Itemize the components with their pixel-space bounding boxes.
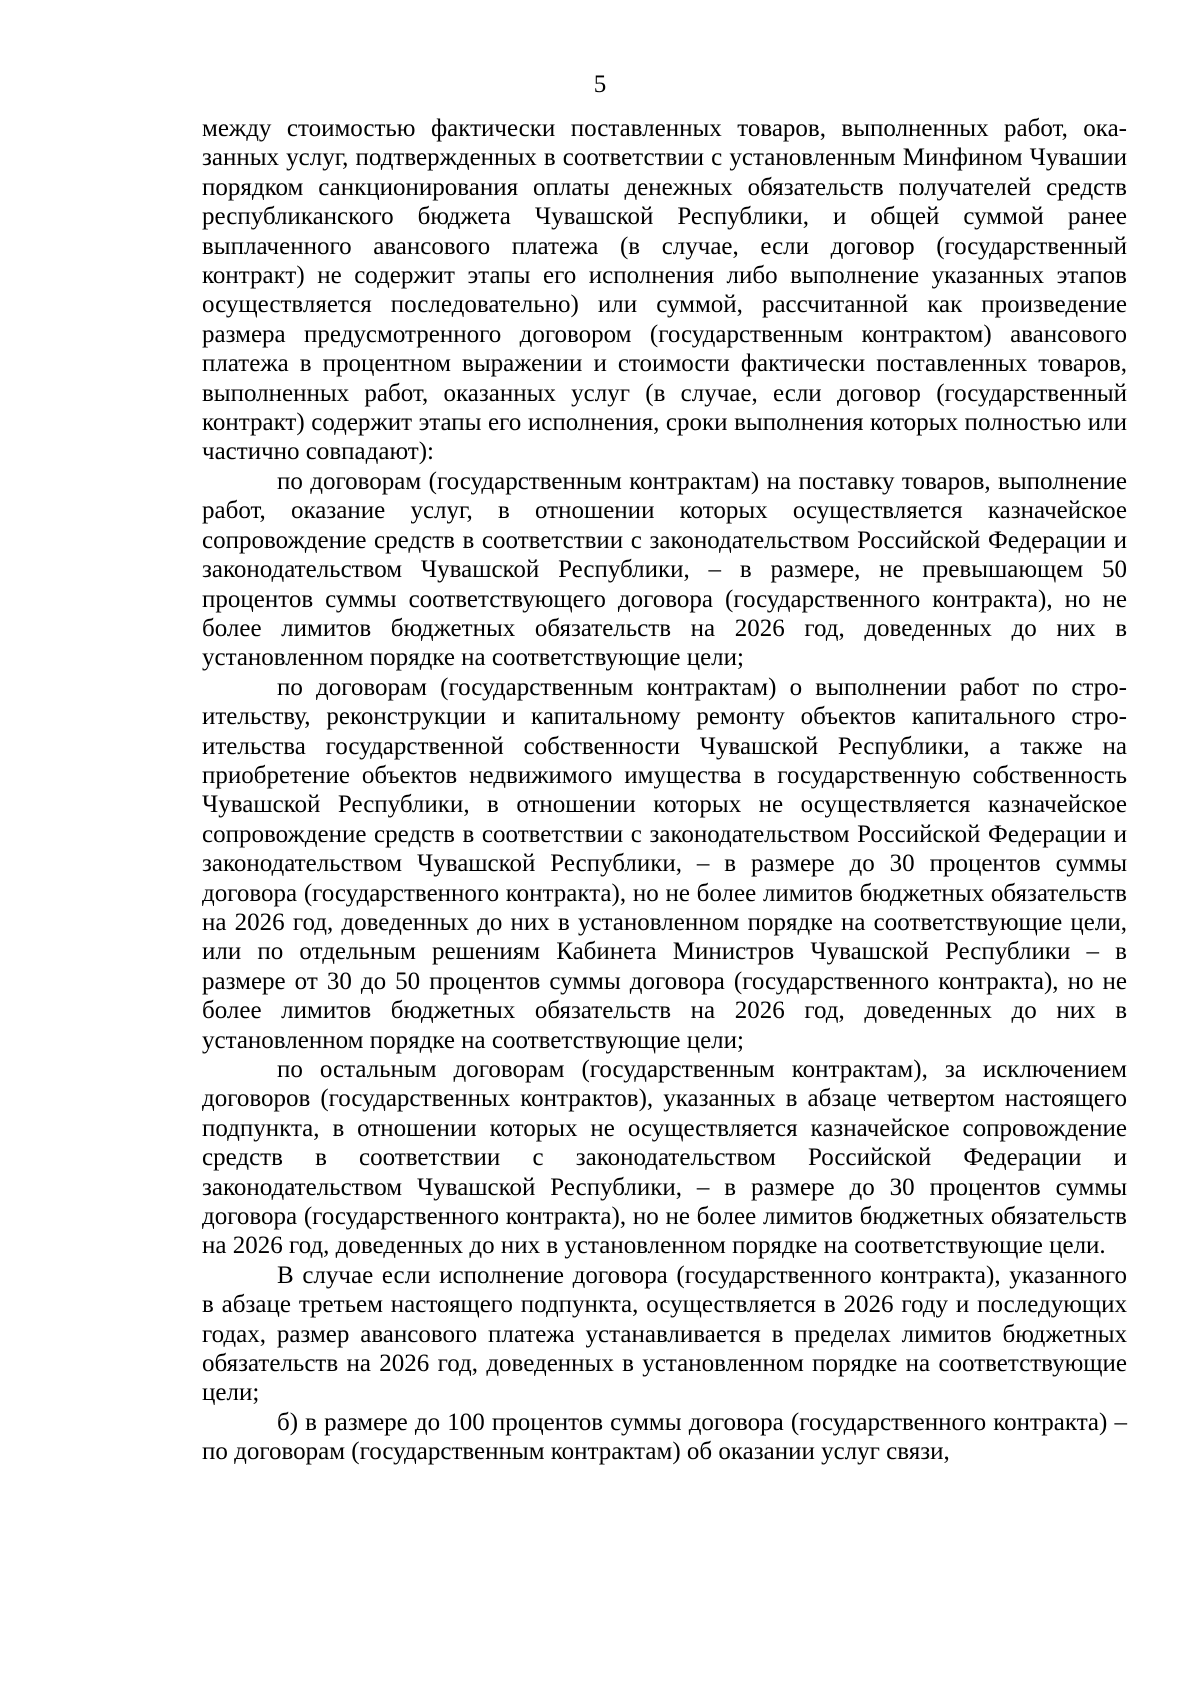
paragraph-multiyear-execution: В случае если исполнение договора (государственного контракта), указанного в абзаце третьем настоящего подпункта, осуществляется в 2026 году и последующих годах, размер авансового платежа устанавливается в пределах лимитов бюджетных обязательств на 2026 год, доведенных в установленном порядке на соответствующие цели; bbox=[202, 1261, 1127, 1407]
paragraph-treasury-supported-contracts: по договорам (государственным контрактам) на поставку товаров, выполнение работ, оказание услуг, в отношении которых осуществляется казначейское сопровождение средств в соответствии с законодательством Российской Федерации и законодательством Чувашской Республики, – в размере, не превышающем 50 процентов суммы соответствующего договора (государственного контракта), но не более лимитов бюджетных обязательств на 2026 год, доведенных до них в установленном порядке на соответствующие цели; bbox=[202, 467, 1127, 672]
paragraph-construction-contracts: по договорам (государственным контрактам) о выполнении работ по строительству, реконструкции и капитальному ремонту объектов капитального строительства государственной собственности Чувашской Республики, а также на приобретение объектов недвижимого имущества в государственную собственность Чувашской Республики, в отношении которых не осуществляется казначейское сопровождение средств в соответствии с законодательством Российской Федерации и законодательством Чувашской Республики, – в размере до 30 процентов суммы договора (государственного контракта), но не более лимитов бюджетных обязательств на 2026 год, доведенных до них в установленном порядке на соответствующие цели, или по отдельным решениям Кабинета Министров Чувашской Республики – в размере от 30 до 50 процентов суммы договора (государственного контракта), но не более лимитов бюджетных обязательств на 2026 год, доведенных до них в установленном порядке на соответствующие цели; bbox=[202, 673, 1127, 1054]
paragraph-other-contracts: по остальным договорам (государственным контрактам), за исключением договоров (государственных контрактов), указанных в абзаце четвертом настоящего подпункта, в отношении которых не осуществляется казначейское сопровождение средств в соответствии с законодательством Российской Федерации и законодательством Чувашской Республики, – в размере до 30 процентов суммы договора (государственного контракта), но не более лимитов бюджетных обязательств на 2026 год, доведенных до них в установленном порядке на соответствующие цели. bbox=[202, 1056, 1127, 1260]
paragraph-continuation: между стоимостью фактически поставленных товаров, выполненных работ, оказанных услуг, подтвержденных в соответствии с установленным Минфином Чувашии порядком санкционирования оплаты денежных обязательств получателей средств республиканского бюджета Чувашской Республики, и общей суммой ранее выплаченного авансового платежа (в случае, если договор (государственный контракт) не содержит этапы его исполнения либо выполнение указанных этапов осуществляется последовательно) или суммой, рассчитанной как произведение размера предусмотренного договором (государственным контрактом) авансового платежа в процентном выражении и стоимости фактически поставленных товаров, выполненных работ, оказанных услуг (в случае, если договор (государственный контракт) содержит этапы его исполнения, сроки выполнения которых полностью или частично совпадают): bbox=[202, 115, 1127, 466]
paragraph-item-b: б) в размере до 100 процентов суммы договора (государственного контракта) – по договорам (государственным контрактам) об оказании услуг связи, bbox=[202, 1408, 1127, 1466]
page-number: 5 bbox=[593, 71, 607, 98]
document-body bbox=[202, 114, 1127, 1467]
